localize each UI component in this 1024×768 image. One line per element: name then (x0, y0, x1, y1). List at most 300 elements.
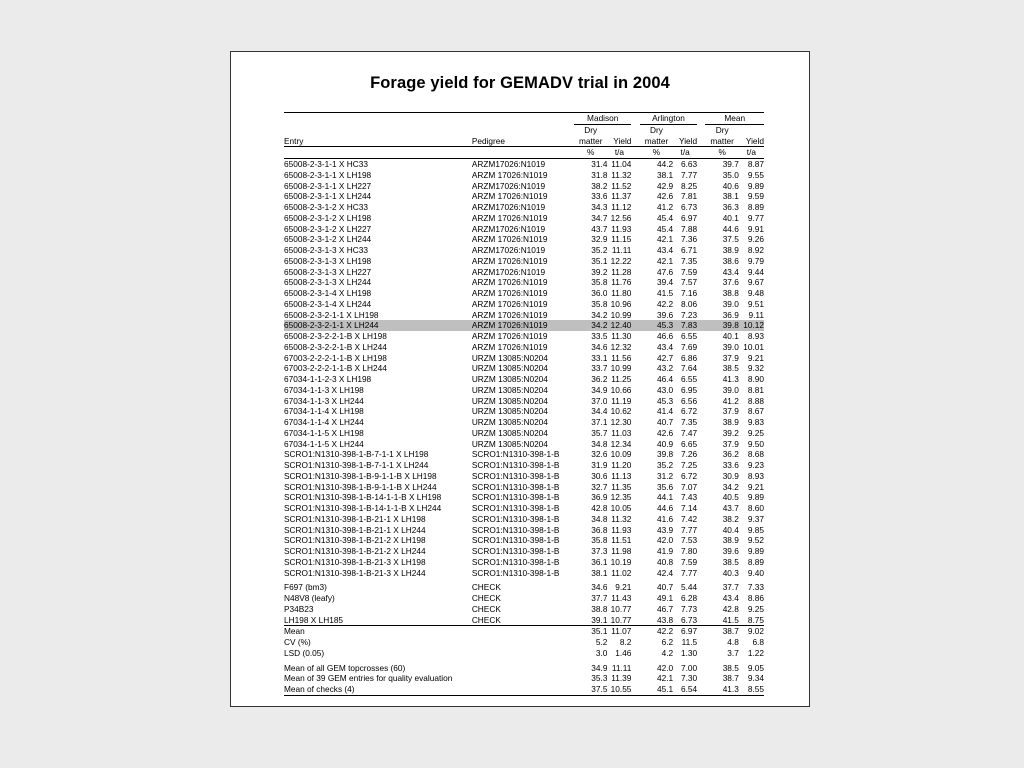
mean-yield-cell: 8.67 (747, 406, 764, 417)
column-gap (631, 663, 639, 674)
pedigree-cell: ARZM 17026:N1019 (471, 169, 548, 180)
pedigree-cell: ARZM 17026:N1019 (471, 341, 548, 352)
column-gap (631, 593, 639, 604)
madison-dry-matter-cell: 34.8 (591, 438, 608, 449)
table-row (284, 353, 764, 364)
arlington-dry-matter-cell: 42.0 (656, 535, 674, 546)
table-row (284, 514, 764, 525)
madison-dry-matter-cell: 32.7 (591, 481, 608, 492)
entry-cell: 65008-2-3-2-1-1 X LH244 (284, 320, 472, 331)
mean-dry-matter-cell: 41.3 (705, 684, 738, 695)
table-row (284, 503, 764, 514)
column-gap (697, 181, 705, 192)
group-header-arlington: Arlington (640, 113, 697, 125)
column-gap (697, 406, 705, 417)
pedigree-cell: ARZM 17026:N1019 (471, 255, 548, 266)
arlington-yield-cell: 7.77 (680, 169, 698, 180)
arlington-dry-matter-cell: 44.6 (656, 503, 674, 513)
madison-yield-cell: 11.20 (611, 460, 632, 470)
madison-dry-matter-cell: 31.9 (591, 460, 608, 470)
mean-yield-cell: 9.67 (747, 277, 764, 288)
column-gap (631, 256, 639, 267)
column-gap (697, 245, 705, 256)
mean-yield-cell: 8.90 (747, 374, 764, 384)
arlington-yield-cell: 6.97 (680, 212, 698, 223)
mean-dry-matter-cell: 36.9 (722, 309, 739, 320)
column-gap (631, 353, 639, 364)
column-gap (631, 406, 639, 417)
mean-yield-cell: 8.87 (747, 159, 764, 169)
column-gap (697, 557, 705, 568)
column-gap (631, 582, 639, 593)
table-row (284, 648, 764, 659)
arlington-yield-cell: 6.97 (673, 626, 697, 637)
arlington-yield-cell: 7.30 (680, 673, 698, 684)
column-gap (631, 267, 639, 278)
arlington-dry-matter-cell: 43.2 (656, 363, 674, 374)
column-gap (631, 615, 639, 626)
table-row (284, 546, 764, 557)
madison-dry-matter-cell: 35.1 (591, 255, 608, 266)
mean-yield-cell: 9.55 (747, 169, 764, 180)
arlington-dry-matter-cell: 41.5 (656, 288, 674, 298)
madison-dry-matter-cell: 35.3 (591, 673, 608, 684)
pedigree-cell: SCRO1:N1310-398-1-B (471, 481, 560, 492)
mean-dry-matter-cell: 44.6 (722, 223, 739, 234)
arlington-yield-cell: 11.5 (681, 637, 698, 647)
arlington-yield-cell: 6.56 (680, 395, 698, 406)
arlington-dry-matter-cell: 42.7 (656, 352, 674, 363)
mean-dry-matter-cell: 37.9 (722, 438, 739, 449)
arlington-dry-matter-cell: 40.7 (656, 417, 674, 427)
column-gap (697, 503, 705, 514)
madison-dry-matter-cell: 33.7 (591, 363, 608, 374)
pedigree-cell (472, 648, 574, 659)
madison-dry-matter-cell: 37.3 (591, 546, 608, 556)
table-row (284, 582, 764, 593)
madison-dry-matter-cell: 36.8 (591, 524, 608, 535)
entry-cell: 65008-2-3-1-2 X LH227 (284, 223, 372, 234)
column-gap (697, 439, 705, 450)
mean-dry-matter-cell: 38.5 (722, 363, 739, 374)
madison-dry-matter-cell: 34.9 (591, 662, 608, 673)
mean-dry-matter-cell: 41.5 (722, 614, 739, 625)
table-row (284, 568, 764, 579)
pedigree-cell: ARZM 17026:N1019 (471, 234, 548, 245)
column-gap (697, 288, 705, 299)
madison-dry-matter-cell: 35.8 (591, 277, 608, 288)
arlington-dry-matter-cell: 40.8 (656, 556, 674, 567)
entry-cell: SCRO1:N1310-398-1-B-9-1-1-B X LH198 (284, 470, 437, 481)
madison-dry-matter-cell: 31.8 (591, 169, 608, 180)
arlington-dry-matter-cell: 41.9 (656, 546, 674, 556)
mean-yield-cell: 9.26 (747, 234, 764, 245)
table-row (284, 213, 764, 224)
entry-cell: 67003-2-2-2-1-1-B X LH198 (284, 352, 387, 363)
arlington-yield-cell: 7.64 (680, 363, 698, 374)
arlington-yield-cell: 7.69 (680, 341, 698, 352)
pedigree-cell: URZM 13085:N0204 (471, 384, 548, 395)
arlington-yield-cell: 7.26 (680, 449, 698, 460)
arlington-yield-cell: 7.16 (680, 288, 698, 298)
table-row (284, 202, 764, 213)
unit-pct: % (574, 147, 607, 159)
madison-dry-matter-cell: 34.8 (591, 513, 608, 524)
madison-dry-matter-cell: 36.2 (591, 374, 608, 384)
mean-yield-cell: 9.79 (747, 255, 764, 266)
pedigree-cell: URZM 13085:N0204 (471, 352, 548, 363)
table-title: Forage yield for GEMADV trial in 2004 (370, 74, 670, 92)
pedigree-cell: ARZM17026:N1019 (471, 202, 546, 212)
arlington-yield-cell: 6.54 (673, 684, 697, 695)
madison-dry-matter-cell: 35.7 (591, 427, 608, 438)
madison-dry-matter-cell: 33.6 (591, 191, 608, 202)
pedigree-cell: SCRO1:N1310-398-1-B (471, 503, 560, 513)
mean-dry-matter-cell: 38.6 (722, 255, 739, 266)
header-row-dry (284, 124, 764, 135)
madison-yield-cell: 12.32 (610, 341, 632, 352)
madison-dry-matter-cell: 33.1 (591, 352, 608, 363)
arlington-yield-cell: 7.36 (680, 234, 698, 245)
arlington-yield-cell: 7.59 (680, 556, 698, 567)
column-gap (631, 503, 639, 514)
pedigree-cell: ARZM 17026:N1019 (471, 277, 548, 288)
table-row (284, 191, 764, 202)
mean-dry-matter-cell: 38.2 (722, 513, 739, 524)
mean-yield-cell: 9.34 (747, 673, 764, 684)
column-gap (697, 385, 705, 396)
madison-yield-cell: 12.22 (610, 255, 632, 266)
mean-yield-cell: 9.51 (747, 298, 764, 309)
madison-yield-cell: 12.34 (610, 438, 632, 449)
table-row (284, 471, 764, 482)
entry-cell: F697 (bm3) (284, 582, 327, 593)
pedigree-cell: CHECK (471, 582, 501, 593)
mean-dry-matter-cell: 43.4 (722, 593, 739, 603)
mean-yield-cell: 9.77 (747, 212, 764, 223)
mean-dry-matter-cell: 41.2 (722, 395, 739, 406)
arlington-dry-matter-cell: 42.0 (656, 662, 674, 673)
table-row (284, 245, 764, 256)
madison-yield-cell: 11.98 (611, 546, 632, 556)
arlington-dry-matter-cell: 4.2 (661, 647, 674, 658)
mean-yield-cell: 9.11 (748, 309, 764, 320)
arlington-dry-matter-cell: 46.4 (656, 374, 674, 384)
madison-dry-matter-cell: 34.4 (591, 406, 608, 417)
mean-yield-cell: 8.81 (747, 384, 764, 395)
arlington-dry-matter-cell: 6.2 (661, 637, 674, 647)
arlington-yield-cell: 6.71 (680, 245, 698, 255)
madison-yield-cell: 10.96 (610, 298, 632, 309)
entry-cell: 67034-1-1-2-3 X LH198 (284, 374, 372, 384)
column-gap (631, 224, 639, 235)
pedigree-cell: ARZM 17026:N1019 (471, 288, 548, 298)
header-entry: Entry (284, 136, 472, 147)
column-gap (631, 363, 639, 374)
mean-dry-matter-cell: 39.0 (722, 341, 739, 352)
arlington-yield-cell: 6.55 (680, 331, 698, 341)
mean-dry-matter-cell: 40.1 (722, 212, 739, 223)
arlington-yield-cell: 7.80 (680, 546, 698, 556)
mean-yield-cell: 9.52 (747, 535, 764, 546)
column-gap (631, 277, 639, 288)
mean-dry-matter-cell: 37.5 (722, 234, 739, 245)
madison-yield-cell: 11.11 (611, 245, 632, 255)
pedigree-cell: SCRO1:N1310-398-1-B (471, 460, 560, 470)
entry-cell: N48V8 (leafy) (284, 593, 335, 603)
header-dry: Dry (650, 124, 663, 135)
header-row-columns (284, 136, 764, 147)
madison-yield-cell: 11.39 (611, 673, 632, 684)
mean-yield-cell: 9.89 (747, 492, 764, 503)
entry-cell: Mean of 39 GEM entries for quality evaluation (284, 673, 453, 684)
header-yield: Yield (673, 136, 697, 147)
entry-cell: SCRO1:N1310-398-1-B-7-1-1 X LH244 (284, 460, 429, 470)
madison-dry-matter-cell: 5.2 (595, 637, 608, 647)
mean-yield-cell: 8.86 (747, 593, 764, 603)
table-row (284, 181, 764, 192)
arlington-yield-cell: 6.63 (680, 159, 698, 169)
column-gap (631, 213, 639, 224)
mean-yield-cell: 9.85 (747, 524, 764, 535)
mean-yield-cell: 9.59 (747, 191, 764, 202)
madison-yield-cell: 11.35 (611, 481, 632, 492)
header-row-units (284, 147, 764, 159)
mean-yield-cell: 9.37 (747, 513, 764, 524)
arlington-dry-matter-cell: 42.2 (656, 298, 674, 309)
column-gap (697, 648, 705, 659)
arlington-yield-cell: 7.53 (680, 535, 698, 546)
mean-dry-matter-cell: 30.9 (722, 470, 739, 481)
arlington-yield-cell: 7.42 (680, 513, 698, 524)
column-gap (697, 299, 705, 310)
mean-dry-matter-cell: 40.4 (722, 524, 739, 535)
column-gap (631, 648, 639, 659)
entry-cell: P34B23 (284, 603, 314, 614)
table-row (284, 310, 764, 321)
mean-dry-matter-cell: 38.7 (705, 626, 738, 637)
madison-dry-matter-cell: 39.2 (591, 266, 608, 277)
madison-yield-cell: 10.99 (610, 309, 632, 320)
arlington-yield-cell: 8.06 (680, 298, 698, 309)
pedigree-cell (472, 626, 574, 637)
column-gap (697, 331, 705, 342)
column-gap (631, 396, 639, 407)
column-gap (631, 684, 639, 695)
column-gap (631, 202, 639, 213)
column-gap (631, 471, 639, 482)
madison-dry-matter-cell: 36.0 (591, 288, 608, 298)
arlington-yield-cell: 6.72 (680, 470, 698, 481)
column-gap (697, 568, 705, 579)
column-gap (697, 492, 705, 503)
entry-cell: Mean (284, 626, 472, 637)
madison-yield-cell: 11.93 (611, 524, 632, 535)
madison-yield-cell: 10.77 (610, 614, 632, 625)
mean-yield-cell: 9.23 (747, 460, 764, 470)
madison-yield-cell: 11.76 (611, 277, 632, 288)
mean-dry-matter-cell: 38.7 (722, 673, 739, 684)
arlington-dry-matter-cell: 39.8 (656, 449, 674, 460)
mean-dry-matter-cell: 36.2 (722, 449, 739, 460)
arlington-yield-cell: 7.47 (680, 427, 698, 438)
column-gap (631, 568, 639, 579)
arlington-dry-matter-cell: 41.2 (656, 202, 674, 212)
pedigree-cell: ARZM 17026:N1019 (471, 309, 548, 320)
entry-cell: 65008-2-3-1-2 X LH244 (284, 234, 372, 245)
madison-dry-matter-cell: 3.0 (595, 647, 608, 658)
column-gap (631, 417, 639, 428)
arlington-yield-cell: 5.44 (680, 582, 698, 593)
pedigree-cell: SCRO1:N1310-398-1-B (471, 567, 560, 578)
mean-dry-matter-cell: 42.8 (722, 603, 739, 614)
column-gap (697, 604, 705, 615)
table-row (284, 224, 764, 235)
arlington-dry-matter-cell: 46.6 (656, 331, 674, 341)
madison-yield-cell: 11.51 (611, 535, 632, 546)
madison-dry-matter-cell: 38.2 (591, 180, 608, 191)
mean-yield-cell: 9.89 (747, 546, 764, 556)
table-row (284, 234, 764, 245)
table-row (284, 604, 764, 615)
entry-cell: 65008-2-3-1-4 X LH198 (284, 288, 372, 298)
arlington-yield-cell: 6.28 (680, 593, 698, 603)
madison-dry-matter-cell: 34.6 (591, 341, 608, 352)
pedigree-cell: SCRO1:N1310-398-1-B (471, 535, 560, 546)
entry-cell: SCRO1:N1310-398-1-B-21-3 X LH244 (284, 567, 426, 578)
table-row (284, 663, 764, 674)
entry-cell: 67034-1-1-3 X LH198 (284, 384, 364, 395)
header-dry: Dry (584, 124, 598, 135)
arlington-dry-matter-cell: 42.6 (656, 191, 674, 202)
entry-cell: 67034-1-1-4 X LH198 (284, 406, 364, 417)
column-gap (631, 159, 639, 170)
pedigree-cell: ARZM17026:N1019 (471, 245, 546, 255)
table-row (284, 256, 764, 267)
column-gap (631, 492, 639, 503)
madison-yield-cell: 11.56 (611, 352, 632, 363)
column-gap (631, 637, 639, 648)
madison-yield-cell: 11.12 (611, 202, 632, 212)
entry-cell: 67034-1-1-4 X LH244 (284, 417, 364, 427)
pedigree-cell: SCRO1:N1310-398-1-B (471, 492, 560, 503)
entry-cell: 65008-2-3-1-2 X LH198 (284, 212, 372, 223)
column-gap (697, 535, 705, 546)
arlington-dry-matter-cell: 42.9 (656, 180, 674, 191)
column-gap (631, 514, 639, 525)
entry-cell: 65008-2-3-1-3 X HC33 (284, 245, 368, 255)
table-row (284, 299, 764, 310)
mean-yield-cell: 9.25 (747, 603, 764, 614)
column-gap (631, 626, 639, 637)
arlington-yield-cell: 6.55 (680, 374, 698, 384)
column-gap (631, 482, 639, 493)
table-row (284, 417, 764, 428)
column-gap (631, 525, 639, 536)
entry-cell: 65008-2-3-1-3 X LH227 (284, 266, 372, 277)
entry-cell: 65008-2-3-1-3 X LH198 (284, 255, 372, 266)
column-gap (697, 417, 705, 428)
madison-dry-matter-cell: 36.9 (591, 492, 608, 503)
madison-dry-matter-cell: 36.1 (591, 556, 608, 567)
mean-dry-matter-cell: 38.9 (722, 245, 739, 255)
arlington-dry-matter-cell: 42.1 (656, 255, 674, 266)
pedigree-cell: ARZM17026:N1019 (471, 159, 546, 169)
madison-yield-cell: 12.30 (610, 417, 632, 427)
mean-yield-cell: 8.88 (747, 395, 764, 406)
table-row (284, 428, 764, 439)
madison-yield-cell: 12.56 (610, 212, 632, 223)
header-yield: Yield (607, 136, 631, 147)
column-gap (697, 663, 705, 674)
table-row (284, 406, 764, 417)
table-row (284, 385, 764, 396)
madison-yield-cell: 10.55 (607, 684, 631, 695)
mean-dry-matter-cell: 36.3 (722, 202, 739, 212)
table-row (284, 331, 764, 342)
arlington-dry-matter-cell: 40.7 (656, 582, 674, 593)
entry-cell: 65008-2-3-1-1 X LH198 (284, 169, 372, 180)
arlington-dry-matter-cell: 43.8 (656, 614, 674, 625)
pedigree-cell: ARZM17026:N1019 (471, 223, 546, 234)
mean-yield-cell: 10.12 (739, 320, 764, 331)
column-gap (697, 582, 705, 593)
table-row (284, 492, 764, 503)
column-gap (697, 471, 705, 482)
arlington-dry-matter-cell: 43.4 (656, 245, 674, 255)
column-gap (697, 449, 705, 460)
mean-yield-cell: 9.91 (747, 223, 764, 234)
mean-dry-matter-cell: 38.8 (722, 288, 739, 298)
pedigree-cell: URZM 13085:N0204 (471, 406, 548, 417)
mean-dry-matter-cell: 39.7 (722, 159, 739, 169)
pedigree-cell: ARZM17026:N1019 (471, 266, 546, 277)
mean-dry-matter-cell: 38.1 (722, 191, 739, 202)
mean-yield-cell: 9.48 (747, 288, 764, 298)
arlington-dry-matter-cell: 43.4 (656, 341, 674, 352)
pedigree-cell: SCRO1:N1310-398-1-B (471, 513, 560, 524)
arlington-yield-cell: 7.88 (680, 223, 698, 234)
entry-cell: SCRO1:N1310-398-1-B-14-1-1-B X LH244 (284, 503, 442, 513)
madison-yield-cell: 11.02 (611, 567, 632, 578)
arlington-yield-cell: 7.14 (680, 503, 698, 513)
arlington-yield-cell: 7.83 (673, 320, 697, 331)
madison-yield-cell: 10.09 (610, 449, 632, 460)
column-gap (697, 353, 705, 364)
mean-yield-cell: 1.22 (747, 647, 764, 658)
madison-yield-cell: 11.03 (611, 427, 632, 438)
mean-yield-cell: 8.55 (739, 684, 764, 695)
madison-yield-cell: 11.93 (611, 223, 632, 234)
column-gap (631, 374, 639, 385)
mean-yield-cell: 8.89 (747, 556, 764, 567)
mean-yield-cell: 9.02 (739, 626, 764, 637)
column-gap (697, 593, 705, 604)
column-gap (697, 482, 705, 493)
madison-yield-cell: 11.80 (611, 288, 632, 298)
madison-dry-matter-cell: 37.0 (591, 395, 608, 406)
mean-dry-matter-cell: 40.5 (722, 492, 739, 503)
arlington-yield-cell: 6.95 (680, 384, 698, 395)
madison-dry-matter-cell: 37.7 (591, 593, 608, 603)
madison-dry-matter-cell: 37.5 (574, 684, 607, 695)
yield-table (284, 112, 764, 696)
madison-dry-matter-cell: 43.7 (591, 223, 608, 234)
madison-dry-matter-cell: 34.3 (591, 202, 608, 212)
group-header-madison: Madison (574, 113, 631, 125)
mean-yield-cell: 9.25 (747, 427, 764, 438)
entry-cell: 65008-2-3-1-1 X LH244 (284, 191, 372, 202)
